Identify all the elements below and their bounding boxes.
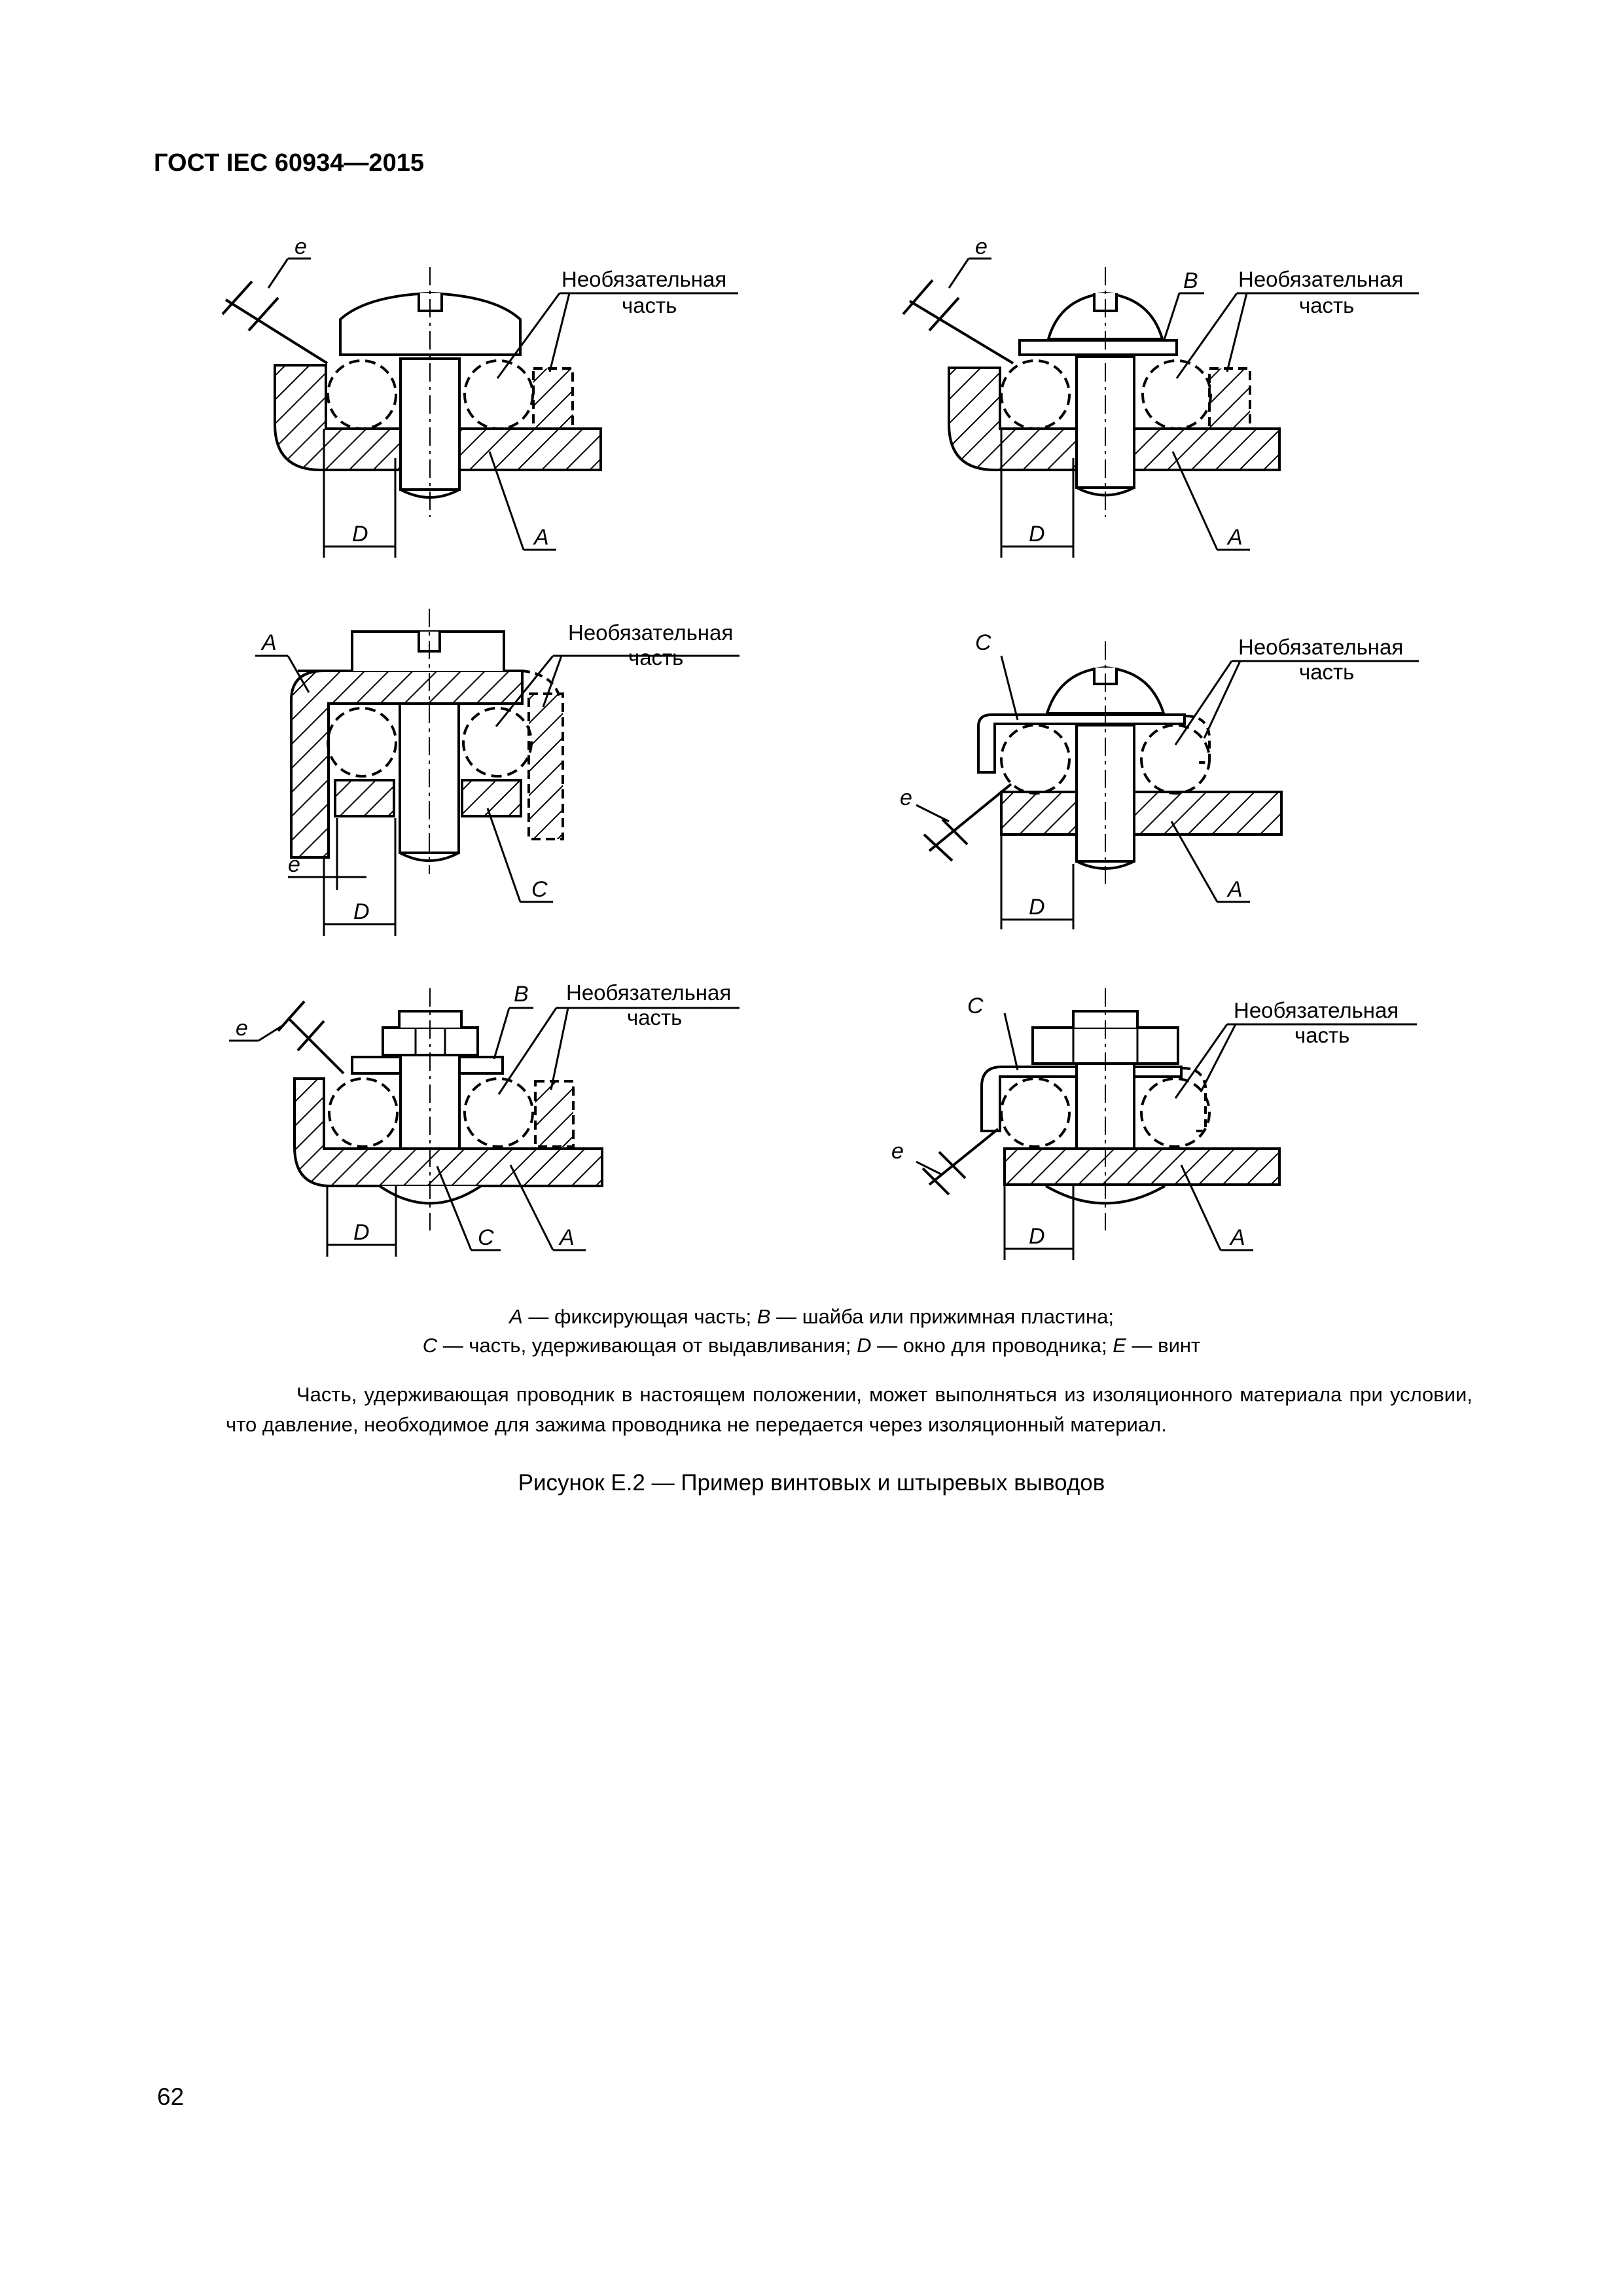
legend-key: B	[757, 1305, 771, 1328]
label-c: C	[975, 630, 991, 655]
b-leader	[1164, 293, 1179, 342]
e-tick	[278, 1001, 304, 1031]
legend-key: A	[509, 1305, 523, 1328]
optional-part-label: Необязательная	[1234, 998, 1399, 1022]
e-dimension-line	[226, 300, 327, 363]
e-leader	[916, 1162, 942, 1175]
optional-part-label: Необязательная	[1238, 267, 1404, 291]
label-a: A	[560, 1225, 575, 1250]
label-b: B	[1183, 268, 1198, 293]
conductor-right	[463, 708, 531, 776]
conductor-left	[328, 361, 396, 429]
document-header: ГОСТ IEC 60934—2015	[154, 149, 424, 177]
optional-leader	[551, 1008, 568, 1090]
optional-part-label: Необязательная	[562, 267, 727, 291]
optional-part-label: Необязательная	[568, 620, 734, 645]
optional-part-lip	[1183, 1068, 1205, 1131]
label-c: C	[531, 877, 548, 902]
label-e: e	[288, 852, 300, 877]
optional-part-block	[1209, 368, 1250, 429]
legend-line-2	[196, 1331, 1427, 1360]
optional-part-label: часть	[1294, 1023, 1350, 1047]
optional-part-block	[529, 694, 563, 839]
fixing-part-a	[1001, 792, 1281, 834]
optional-part-label: часть	[622, 293, 677, 317]
label-e: e	[900, 785, 912, 810]
e-leader	[916, 805, 949, 821]
label-a: A	[1230, 1225, 1245, 1250]
c-leader	[1005, 1013, 1018, 1070]
e-tick	[223, 281, 252, 314]
legend-text: — винт	[1126, 1334, 1201, 1357]
conductor-right	[465, 361, 533, 429]
conductor-right	[1141, 725, 1209, 793]
legend-line-1	[196, 1302, 1427, 1331]
optional-part-label: Необязательная	[566, 980, 732, 1005]
optional-leader	[1175, 1024, 1227, 1098]
optional-part-label: Необязательная	[1238, 635, 1404, 659]
optional-leader	[1175, 661, 1232, 745]
legend-key: D	[857, 1334, 872, 1357]
optional-part-block	[533, 368, 573, 429]
label-e: e	[975, 234, 988, 259]
e-dimension-line	[910, 301, 1013, 363]
e-tick	[249, 298, 278, 331]
label-e: e	[891, 1139, 904, 1164]
optional-leader	[1201, 1024, 1236, 1092]
label-d: D	[1029, 522, 1045, 547]
label-c: C	[478, 1225, 494, 1250]
label-a: A	[534, 525, 549, 550]
conductor-right	[1143, 361, 1211, 429]
optional-part-label: часть	[1299, 660, 1355, 684]
legend-text: — часть, удерживающая от выдавливания;	[437, 1334, 857, 1357]
part-c-left	[335, 780, 394, 816]
e-leader	[949, 259, 969, 288]
optional-leader	[550, 293, 569, 372]
conductor-left	[1001, 361, 1069, 429]
e-leader	[268, 259, 288, 288]
optional-part-label: часть	[628, 645, 684, 670]
optional-part-label: часть	[1299, 293, 1355, 317]
label-d: D	[353, 1220, 370, 1245]
optional-leader	[1204, 661, 1240, 738]
figure-caption: Рисунок Е.2 — Пример винтовых и штыревых выводов	[518, 1470, 1105, 1496]
e-tick	[298, 1021, 324, 1050]
legend-text: — шайба или прижимная пластина;	[770, 1305, 1114, 1328]
e-tick	[903, 280, 933, 314]
e-dimension-line	[288, 1018, 344, 1073]
conductor-left	[1001, 725, 1069, 793]
legend-key: C	[422, 1334, 438, 1357]
label-d: D	[353, 899, 370, 924]
optional-part-block	[535, 1081, 573, 1147]
conductor-right	[465, 1079, 533, 1147]
terminal-panel-4	[916, 641, 1419, 929]
label-b: B	[514, 982, 529, 1007]
label-d: D	[1029, 1224, 1045, 1249]
optional-leader	[1227, 293, 1247, 372]
label-a: A	[1228, 525, 1243, 550]
legend-text: — окно для проводника;	[871, 1334, 1113, 1357]
page-number: 62	[157, 2083, 185, 2110]
figure-note: Часть, удерживающая проводник в настоящем положении, может выполняться из изоляционного материала при условии, что давление, необходимое для зажима проводника не передается через изоляционный материал.	[226, 1383, 1472, 1436]
legend-text: — фиксирующая часть;	[522, 1305, 757, 1328]
c-leader	[1001, 656, 1018, 720]
conductor-right	[1141, 1079, 1209, 1147]
label-a: A	[1228, 877, 1243, 902]
label-e: e	[236, 1016, 248, 1041]
e-leader	[259, 1026, 281, 1041]
legend-key: E	[1113, 1334, 1126, 1357]
conductor-left	[328, 708, 396, 776]
conductor-left	[329, 1079, 397, 1147]
label-d: D	[1029, 895, 1045, 920]
washer-b	[1020, 340, 1177, 355]
label-e: e	[294, 234, 307, 259]
e-tick	[924, 834, 952, 861]
label-d: D	[352, 522, 368, 547]
c-leader	[488, 808, 520, 902]
b-leader	[494, 1008, 509, 1059]
part-c-right	[462, 780, 521, 816]
label-a: A	[262, 630, 277, 655]
conductor-left	[1001, 1079, 1069, 1147]
fixing-part-a	[1005, 1149, 1279, 1185]
label-c: C	[967, 994, 984, 1018]
optional-part-label: часть	[627, 1005, 683, 1030]
